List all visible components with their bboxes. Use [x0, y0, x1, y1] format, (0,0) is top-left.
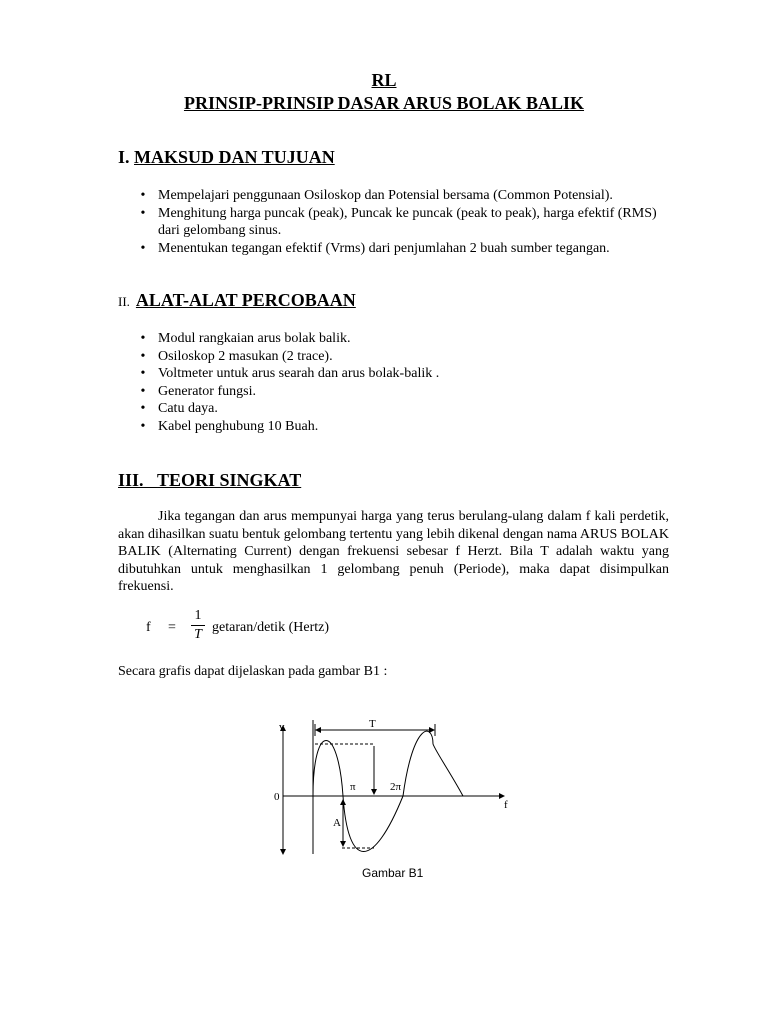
section-2-title: ALAT-ALAT PERCOBAAN: [135, 290, 356, 310]
list-item: • Osiloskop 2 masukan (2 trace).: [140, 348, 333, 364]
formula-equals: =: [168, 620, 176, 635]
pi-label: π: [350, 781, 356, 793]
section-1-number: I.: [118, 147, 130, 167]
list-item: • Catu daya.: [140, 401, 218, 416]
list-item: • Menghitung harga puncak (peak), Puncak ke puncak (peak to peak), harga efektif (RMS) dari gelombang sinus.: [140, 205, 657, 238]
section-1-title: MAKSUD DAN TUJUAN: [134, 147, 335, 167]
list-item: • Modul rangkaian arus bolak balik.: [140, 331, 351, 346]
f-label: f: [504, 799, 508, 811]
formula-lhs: f: [146, 620, 151, 635]
formula-fraction: [191, 608, 205, 643]
section-3-number: III.: [118, 470, 144, 490]
section-1-list: [136, 187, 676, 257]
formula-numerator: 1: [194, 608, 202, 623]
theory-paragraph: Jika tegangan dan arus mempunyai harga yang terus berulang-ulang dalam f kali perdetik, akan dihasilkan suatu bentuk gelombang tertentu yang lebih dikenal dengan nama ARUS BOLAK BALIK (Alternating Current) dengan frekuensi sebesar f Herzt. Bila T adalah waktu yang dibutuhkan untuk menghasilkan 1 gelombang penuh (Periode), maka dapat disimpulkan frekuensi.: [118, 509, 669, 594]
document-title: PRINSIP-PRINSIP DASAR ARUS BOLAK BALIK: [183, 93, 585, 113]
list-item: • Voltmeter untuk arus searah dan arus bolak-balik .: [140, 366, 440, 381]
section-2-heading: [118, 290, 356, 311]
section-1-heading: [118, 147, 335, 168]
sine-wave-curve: [313, 731, 463, 851]
list-item: • Menentukan tegangan efektif (Vrms) dari penjumlahan 2 buah sumber tegangan.: [140, 240, 610, 256]
section-3-title: TEORI SINGKAT: [157, 470, 302, 490]
zero-label: 0: [274, 791, 280, 803]
section-2-list: [136, 330, 676, 435]
section-2-number: II.: [118, 294, 130, 309]
sine-wave-figure: [260, 712, 520, 862]
graph-intro-text: Secara grafis dapat dijelaskan pada gambar B1 :: [118, 664, 388, 679]
document-code: RL: [371, 70, 397, 90]
formula-rhs: getaran/detik (Hertz): [212, 620, 329, 635]
list-item: • Kabel penghubung 10 Buah.: [140, 418, 319, 434]
list-item: • Generator fungsi.: [140, 383, 256, 399]
formula-denominator: T: [194, 627, 202, 642]
t-label: T: [369, 718, 376, 730]
list-item: • Mempelajari penggunaan Osiloskop dan Potensial bersama (Common Potensial).: [140, 188, 613, 203]
two-pi-label: 2π: [390, 781, 402, 793]
figure-caption: Gambar B1: [362, 866, 424, 880]
a-label: A: [333, 817, 341, 829]
section-3-heading: [118, 470, 301, 491]
v-label: v: [279, 721, 285, 733]
